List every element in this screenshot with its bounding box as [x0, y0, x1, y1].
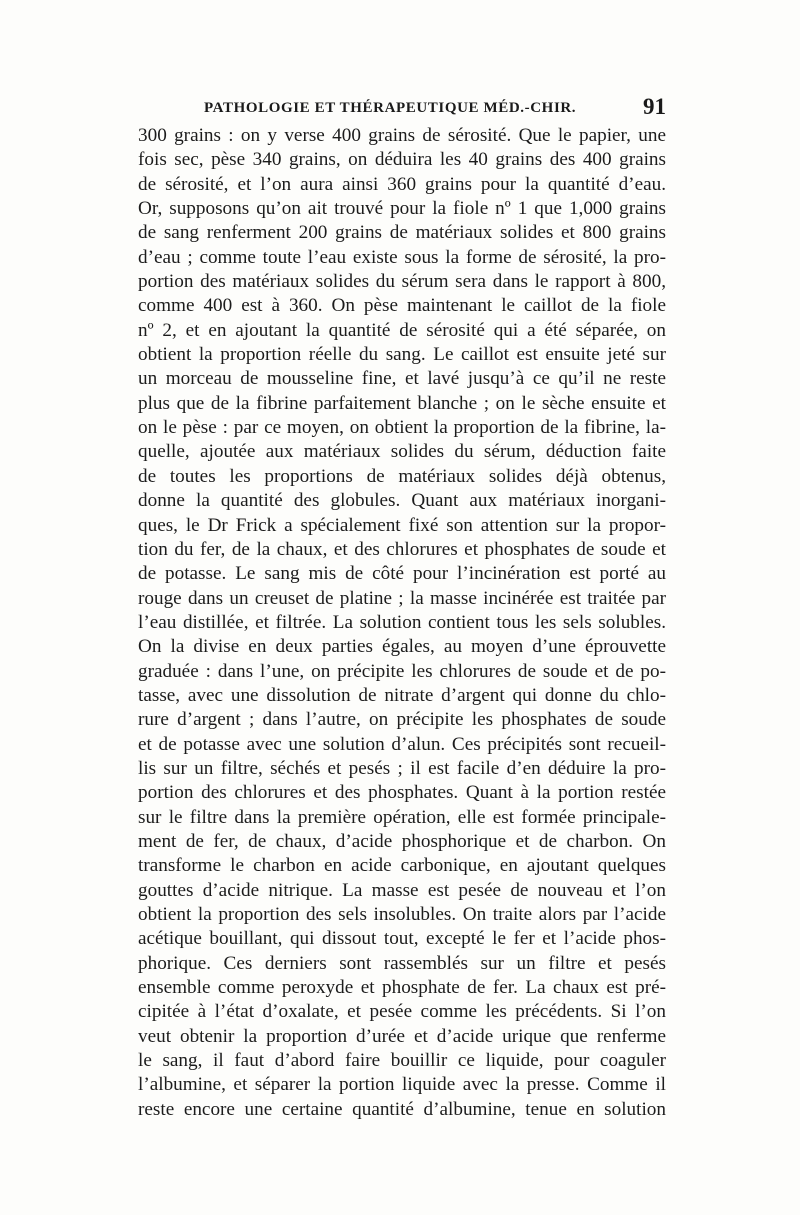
text-line: rouge dans un creuset de platine ; la masse incinérée est traitée par [138, 587, 666, 609]
text-line: plus que de la fibrine parfaitement blanche ; on le sèche ensuite et [138, 392, 666, 414]
text-line: de potasse. Le sang mis de côté pour l’incinération est porté au [138, 563, 666, 585]
text-line: ques, le Dr Frick a spécialement fixé son attention sur la propor- [138, 514, 666, 536]
text-line: reste encore une certaine quantité d’albumine, tenue en solution [138, 1098, 666, 1120]
text-line: obtient la proportion réelle du sang. Le caillot est ensuite jeté sur [138, 344, 666, 366]
text-line: le sang, il faut d’abord faire bouillir ce liquide, pour coaguler [138, 1050, 666, 1072]
text-line: rure d’argent ; dans l’autre, on précipite les phosphates de soude [138, 709, 666, 731]
text-line: de sérosité, et l’on aura ainsi 360 grains pour la quantité d’eau. [138, 173, 666, 195]
text-line: tasse, avec une dissolution de nitrate d’argent qui donne du chlo- [138, 684, 666, 706]
body-text [138, 124, 666, 1122]
text-line: portion des chlorures et des phosphates. Quant à la portion restée [138, 782, 666, 804]
text-line: Or, supposons qu’on ait trouvé pour la fiole nº 1 que 1,000 grains [138, 198, 666, 220]
text-line: fois sec, pèse 340 grains, on déduira les 40 grains des 400 grains [138, 149, 666, 171]
text-line: de sang renferment 200 grains de matériaux solides et 800 grains [138, 222, 666, 244]
text-line: veut obtenir la proportion d’urée et d’acide urique que renferme [138, 1025, 666, 1047]
text-line: l’eau distillée, et filtrée. La solution contient tous les sels solubles. [138, 611, 666, 633]
text-line: acétique bouillant, qui dissout tout, excepté le fer et l’acide phos- [138, 928, 666, 950]
text-line: tion du fer, de la chaux, et des chlorures et phosphates de soude et [138, 538, 666, 560]
text-line: on le pèse : par ce moyen, on obtient la proportion de la fibrine, la- [138, 417, 666, 439]
text-line: quelle, ajoutée aux matériaux solides du sérum, déduction faite [138, 441, 666, 463]
text-line: transforme le charbon en acide carbonique, en ajoutant quelques [138, 855, 666, 877]
text-line: cipitée à l’état d’oxalate, et pesée comme les précédents. Si l’on [138, 1001, 666, 1023]
text-line: comme 400 est à 360. On pèse maintenant le caillot de la fiole [138, 295, 666, 317]
text-line: donne la quantité des globules. Quant aux matériaux inorgani- [138, 490, 666, 512]
text-line: 300 grains : on y verse 400 grains de sérosité. Que le papier, une [138, 125, 666, 146]
text-line: sur le filtre dans la première opération, elle est formée principale- [138, 806, 666, 828]
text-line: portion des matériaux solides du sérum sera dans le rapport à 800, [138, 271, 666, 293]
text-line: obtient la proportion des sels insolubles. On traite alors par l’acide [138, 904, 666, 925]
text-line: On la divise en deux parties égales, au moyen d’une éprouvette [138, 636, 666, 658]
page-number: 91 [643, 94, 666, 119]
text-line: de toutes les proportions de matériaux solides déjà obtenus, [138, 465, 666, 487]
text-line: nº 2, et en ajoutant la quantité de sérosité qui a été séparée, on [138, 319, 666, 341]
text-line: graduée : dans l’une, on précipite les chlorures de soude et de po- [138, 660, 666, 682]
running-head [138, 94, 666, 124]
text-line: gouttes d’acide nitrique. La masse est pesée de nouveau et l’on [138, 879, 666, 901]
text-line: et de potasse avec une solution d’alun. Ces précipités sont recueil- [138, 733, 666, 755]
text-line: ensemble comme peroxyde et phosphate de fer. La chaux est pré- [138, 977, 666, 999]
text-line: phorique. Ces derniers sont rassemblés sur un filtre et pesés [138, 952, 666, 974]
text-line: d’eau ; comme toute l’eau existe sous la forme de sérosité, la pro- [138, 246, 666, 268]
text-line: l’albumine, et séparer la portion liquide avec la presse. Comme il [138, 1074, 666, 1096]
text-line: lis sur un filtre, séchés et pesés ; il est facile d’en déduire la pro- [138, 757, 666, 779]
text-line: un morceau de mousseline fine, et lavé jusqu’à ce qu’il ne reste [138, 368, 666, 390]
running-title: PATHOLOGIE ET THÉRAPEUTIQUE MÉD.-CHIR. [204, 100, 577, 116]
text-line: ment de fer, de chaux, d’acide phosphorique et de charbon. On [138, 830, 666, 852]
